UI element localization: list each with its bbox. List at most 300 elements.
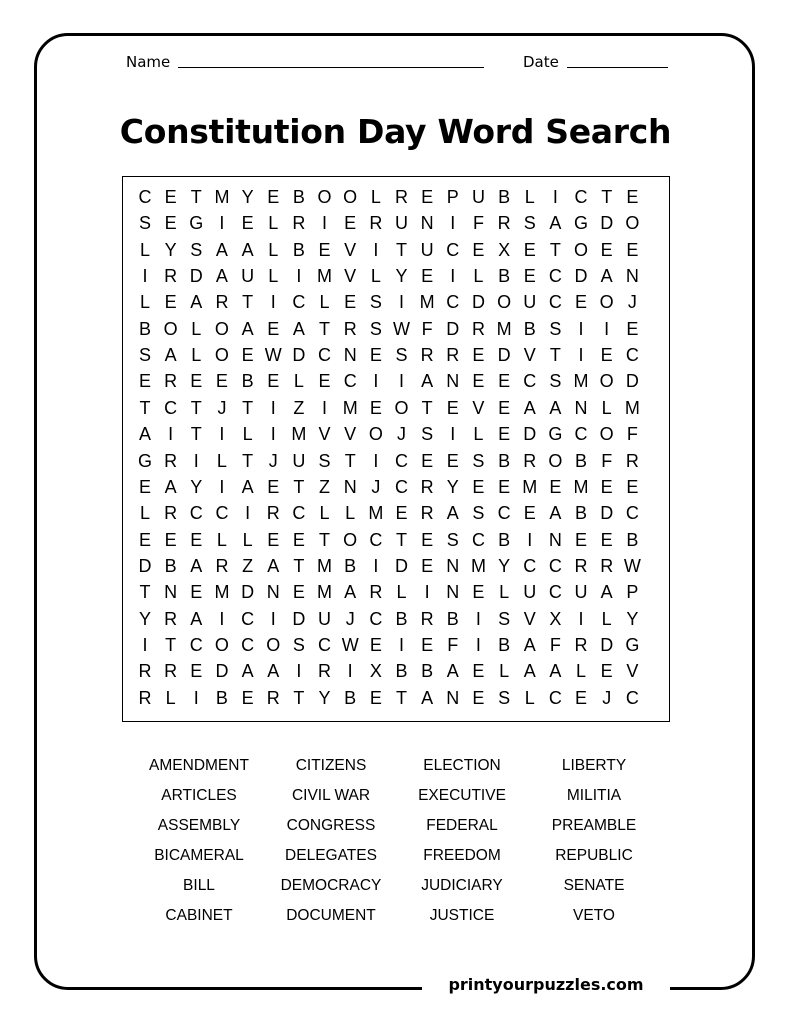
grid-letter: B bbox=[421, 661, 434, 682]
word-list-item: ARTICLES bbox=[161, 786, 237, 804]
grid-letter: R bbox=[574, 634, 588, 655]
grid-letter: I bbox=[398, 634, 404, 655]
grid-letter: I bbox=[219, 608, 225, 629]
grid-letter: L bbox=[191, 345, 202, 366]
grid-letter: O bbox=[394, 397, 409, 418]
grid-letter: V bbox=[523, 345, 536, 366]
grid-letter: N bbox=[266, 582, 280, 603]
grid-letter: O bbox=[599, 292, 614, 313]
grid-letter: B bbox=[164, 555, 177, 576]
grid-letter: M bbox=[342, 397, 358, 418]
grid-letter: E bbox=[138, 476, 151, 497]
name-line bbox=[178, 67, 484, 68]
grid-letter: O bbox=[599, 371, 614, 392]
grid-letter: E bbox=[600, 345, 613, 366]
date-line bbox=[567, 67, 668, 68]
grid-letter: T bbox=[421, 397, 433, 418]
grid-letter: T bbox=[139, 582, 151, 603]
grid-letter: B bbox=[498, 529, 511, 550]
grid-letter: E bbox=[292, 582, 305, 603]
grid-letter: N bbox=[446, 555, 460, 576]
grid-letter: L bbox=[396, 582, 407, 603]
grid-letter: E bbox=[498, 476, 511, 497]
grid-letter: G bbox=[189, 213, 204, 234]
grid-letter: E bbox=[626, 187, 639, 207]
grid-letter: A bbox=[446, 661, 459, 682]
grid-letter: E bbox=[421, 634, 434, 655]
grid-letter: C bbox=[625, 345, 639, 366]
grid-letter: D bbox=[497, 345, 511, 366]
word-list-item: MILITIA bbox=[566, 786, 622, 804]
footer-site: printyourpuzzles.com bbox=[422, 975, 670, 994]
grid-letter: F bbox=[549, 634, 561, 655]
grid-letter: S bbox=[318, 450, 331, 471]
grid-letter: D bbox=[241, 582, 255, 603]
grid-letter: E bbox=[215, 371, 228, 392]
grid-letter: Z bbox=[293, 397, 305, 418]
grid-letter: W bbox=[264, 345, 282, 366]
grid-letter: C bbox=[395, 476, 408, 497]
grid-letter: M bbox=[419, 292, 435, 313]
grid-letter: R bbox=[164, 503, 178, 524]
grid-letter: V bbox=[523, 608, 536, 629]
grid-letter: W bbox=[341, 634, 359, 655]
grid-letter: C bbox=[395, 450, 408, 471]
grid-letter: P bbox=[446, 187, 459, 207]
grid-letter: R bbox=[138, 687, 152, 708]
grid-letter: N bbox=[164, 582, 178, 603]
grid-letter: I bbox=[347, 661, 353, 682]
grid-letter: J bbox=[627, 292, 637, 313]
grid-letter: O bbox=[163, 318, 178, 339]
grid-letter: L bbox=[242, 529, 253, 550]
grid-letter: R bbox=[215, 292, 229, 313]
grid-letter: E bbox=[369, 345, 382, 366]
grid-letter: A bbox=[549, 397, 562, 418]
grid-letter: E bbox=[600, 529, 613, 550]
grid-letter: I bbox=[270, 397, 276, 418]
grid-letter: R bbox=[420, 345, 434, 366]
grid-letter: I bbox=[296, 661, 302, 682]
grid-letter: I bbox=[270, 608, 276, 629]
grid-letter: L bbox=[473, 266, 484, 287]
grid-letter: C bbox=[523, 371, 537, 392]
grid-letter: T bbox=[242, 292, 254, 313]
grid-letter: M bbox=[522, 476, 538, 497]
grid-letter: L bbox=[139, 292, 150, 313]
word-list-item: DELEGATES bbox=[285, 846, 377, 864]
grid-letter: E bbox=[446, 450, 459, 471]
grid-letter: E bbox=[498, 371, 511, 392]
grid-letter: B bbox=[395, 661, 408, 682]
grid-letter: J bbox=[371, 476, 381, 497]
grid-letter: O bbox=[625, 213, 640, 234]
grid-letter: F bbox=[472, 213, 484, 234]
grid-letter: C bbox=[215, 503, 229, 524]
grid-letter: I bbox=[450, 266, 456, 287]
grid-letter: E bbox=[472, 345, 485, 366]
grid-letter: E bbox=[472, 687, 485, 708]
grid-letter: M bbox=[317, 555, 333, 576]
grid-letter: Y bbox=[395, 266, 408, 287]
grid-letter: B bbox=[344, 687, 357, 708]
grid-letter: A bbox=[523, 397, 536, 418]
grid-letter: E bbox=[549, 476, 562, 497]
grid-letter: E bbox=[421, 529, 434, 550]
grid-letter: A bbox=[164, 476, 177, 497]
grid-letter: E bbox=[523, 503, 536, 524]
grid-letter: T bbox=[242, 397, 254, 418]
grid-letter: U bbox=[241, 266, 255, 287]
grid-letter: N bbox=[446, 687, 460, 708]
grid-letter: O bbox=[599, 424, 614, 445]
grid-letter: I bbox=[450, 213, 456, 234]
grid-letter: M bbox=[470, 555, 486, 576]
grid-letter: X bbox=[369, 661, 382, 682]
grid-letter: Y bbox=[626, 608, 639, 629]
grid-letter: I bbox=[373, 239, 379, 260]
grid-letter: U bbox=[292, 450, 306, 471]
grid-letter: C bbox=[138, 187, 152, 207]
grid-letter: A bbox=[138, 424, 151, 445]
page-title: Constitution Day Word Search bbox=[119, 112, 672, 151]
grid-letter: E bbox=[575, 687, 588, 708]
grid-letter: E bbox=[421, 555, 434, 576]
grid-letter: M bbox=[368, 503, 384, 524]
grid-letter: A bbox=[344, 582, 357, 603]
grid-letter: C bbox=[189, 634, 203, 655]
grid-letter: C bbox=[446, 292, 460, 313]
grid-letter: G bbox=[137, 450, 152, 471]
grid-letter: C bbox=[548, 582, 562, 603]
grid-letter: L bbox=[524, 187, 535, 207]
grid-letter: S bbox=[446, 529, 459, 550]
word-list-item: VETO bbox=[573, 906, 615, 924]
grid-letter: R bbox=[395, 187, 408, 207]
grid-letter: E bbox=[523, 239, 536, 260]
grid-letter: B bbox=[498, 450, 511, 471]
grid-letter: C bbox=[241, 634, 255, 655]
grid-letter: C bbox=[292, 503, 306, 524]
grid-letter: D bbox=[215, 661, 229, 682]
grid-letter: I bbox=[142, 634, 148, 655]
grid-letter: F bbox=[601, 450, 613, 471]
grid-letter: C bbox=[164, 397, 178, 418]
grid-letter: E bbox=[190, 582, 203, 603]
grid-letter: E bbox=[267, 371, 280, 392]
grid-letter: C bbox=[318, 345, 332, 366]
grid-letter: I bbox=[245, 503, 251, 524]
word-list-item: SENATE bbox=[563, 876, 625, 894]
grid-letter: S bbox=[138, 213, 151, 234]
grid-letter: X bbox=[549, 608, 562, 629]
grid-letter: S bbox=[523, 213, 536, 234]
grid-letter: C bbox=[292, 292, 306, 313]
grid-letter: T bbox=[293, 687, 305, 708]
grid-letter: G bbox=[625, 634, 640, 655]
grid-letter: A bbox=[292, 318, 305, 339]
grid-letter: E bbox=[190, 661, 203, 682]
word-list-item: CONGRESS bbox=[286, 816, 376, 834]
grid-letter: C bbox=[241, 608, 255, 629]
grid-letter: W bbox=[393, 318, 410, 339]
grid-letter: E bbox=[369, 397, 382, 418]
grid-letter: C bbox=[574, 187, 588, 207]
grid-letter: B bbox=[344, 555, 357, 576]
grid-letter: E bbox=[241, 213, 254, 234]
grid-letter: V bbox=[318, 424, 331, 445]
word-list-item: AMENDMENT bbox=[149, 757, 249, 774]
grid-letter: B bbox=[498, 266, 511, 287]
grid-letter: A bbox=[549, 503, 562, 524]
grid-letter: A bbox=[241, 318, 254, 339]
grid-letter: M bbox=[214, 187, 230, 207]
grid-letter: E bbox=[472, 239, 485, 260]
grid-letter: L bbox=[601, 608, 612, 629]
grid-letter: A bbox=[215, 266, 228, 287]
grid-letter: E bbox=[626, 239, 639, 260]
grid-letter: E bbox=[292, 529, 305, 550]
grid-letter: O bbox=[317, 187, 332, 207]
grid-letter: E bbox=[267, 187, 280, 207]
grid-letter: O bbox=[574, 239, 589, 260]
grid-letter: R bbox=[164, 266, 178, 287]
grid-letter: S bbox=[498, 687, 511, 708]
grid-letter: N bbox=[420, 213, 434, 234]
grid-letter: B bbox=[395, 608, 408, 629]
grid-letter: I bbox=[450, 424, 456, 445]
grid-letter: T bbox=[190, 187, 202, 207]
word-list-item: LIBERTY bbox=[561, 757, 627, 774]
grid-letter: T bbox=[139, 397, 151, 418]
grid-letter: N bbox=[574, 397, 588, 418]
grid-letter: T bbox=[319, 529, 331, 550]
grid-letter: U bbox=[420, 239, 434, 260]
grid-letter: L bbox=[370, 187, 381, 207]
grid-letter: S bbox=[190, 239, 203, 260]
grid-letter: L bbox=[165, 687, 176, 708]
grid-letter: I bbox=[527, 529, 533, 550]
grid-letter: F bbox=[447, 634, 459, 655]
grid-letter: T bbox=[396, 687, 407, 708]
grid-letter: R bbox=[164, 450, 178, 471]
grid-letter: U bbox=[523, 292, 537, 313]
grid-letter: M bbox=[496, 318, 512, 339]
grid-letter: A bbox=[549, 661, 562, 682]
grid-letter: S bbox=[395, 345, 408, 366]
grid-letter: X bbox=[498, 239, 511, 260]
grid-letter: E bbox=[318, 239, 331, 260]
grid-letter: C bbox=[318, 634, 332, 655]
grid-letter: L bbox=[499, 661, 510, 682]
grid-letter: V bbox=[626, 661, 639, 682]
grid-letter: R bbox=[446, 345, 460, 366]
grid-letter: J bbox=[397, 424, 406, 445]
grid-letter: V bbox=[344, 424, 357, 445]
word-list-item: CIVIL WAR bbox=[291, 786, 371, 804]
grid-letter: I bbox=[552, 187, 558, 207]
grid-letter: L bbox=[268, 266, 279, 287]
grid-letter: A bbox=[190, 555, 203, 576]
grid-letter: U bbox=[318, 608, 332, 629]
grid-letter: Y bbox=[446, 476, 459, 497]
grid-letter: M bbox=[291, 424, 307, 445]
grid-letter: O bbox=[497, 292, 512, 313]
grid-letter: L bbox=[370, 266, 381, 287]
grid-letter: B bbox=[292, 239, 305, 260]
grid-letter: B bbox=[138, 318, 151, 339]
grid-letter: M bbox=[214, 582, 230, 603]
grid-letter: C bbox=[548, 687, 562, 708]
grid-letter: F bbox=[421, 318, 433, 339]
grid-letter: D bbox=[446, 318, 460, 339]
grid-letter: E bbox=[472, 371, 485, 392]
grid-letter: O bbox=[548, 450, 563, 471]
grid-letter: R bbox=[318, 661, 332, 682]
grid-letter: R bbox=[138, 661, 152, 682]
grid-letter: E bbox=[498, 397, 511, 418]
grid-letter: C bbox=[523, 555, 537, 576]
grid-letter: L bbox=[268, 213, 279, 234]
grid-letter: I bbox=[193, 687, 199, 708]
word-list-item: JUDICIARY bbox=[421, 876, 503, 894]
grid-letter: C bbox=[625, 687, 639, 708]
grid-letter: B bbox=[498, 187, 511, 207]
grid-letter: E bbox=[600, 476, 613, 497]
grid-letter: E bbox=[472, 582, 485, 603]
grid-letter: L bbox=[293, 371, 304, 392]
grid-letter: S bbox=[138, 345, 151, 366]
grid-letter: C bbox=[625, 503, 639, 524]
grid-letter: Y bbox=[138, 608, 151, 629]
grid-letter: I bbox=[398, 292, 404, 313]
grid-letter: E bbox=[575, 292, 588, 313]
grid-letter: E bbox=[626, 318, 639, 339]
grid-letter: I bbox=[193, 450, 199, 471]
grid-letter: E bbox=[241, 345, 254, 366]
grid-letter: C bbox=[497, 503, 511, 524]
grid-letter: B bbox=[292, 187, 305, 207]
grid-letter: L bbox=[499, 582, 510, 603]
grid-letter: E bbox=[267, 476, 280, 497]
grid-letter: I bbox=[373, 371, 379, 392]
grid-letter: T bbox=[396, 529, 407, 550]
grid-letter: T bbox=[396, 239, 407, 260]
grid-letter: C bbox=[471, 529, 485, 550]
grid-letter: E bbox=[344, 213, 357, 234]
grid-letter: E bbox=[523, 266, 536, 287]
grid-letter: L bbox=[268, 239, 279, 260]
grid-letter: Y bbox=[190, 476, 203, 497]
grid-letter: T bbox=[344, 450, 356, 471]
grid-letter: L bbox=[216, 450, 227, 471]
grid-letter: A bbox=[549, 213, 562, 234]
word-list-item: FREEDOM bbox=[423, 846, 501, 864]
grid-letter: C bbox=[548, 266, 562, 287]
grid-letter: Y bbox=[164, 239, 177, 260]
grid-letter: B bbox=[575, 450, 588, 471]
grid-letter: E bbox=[472, 476, 485, 497]
grid-letter: S bbox=[421, 424, 434, 445]
grid-letter: R bbox=[574, 555, 588, 576]
grid-letter: C bbox=[446, 239, 460, 260]
grid-letter: L bbox=[139, 239, 150, 260]
word-list-item: EXECUTIVE bbox=[418, 786, 506, 804]
grid-letter: I bbox=[168, 424, 174, 445]
grid-letter: A bbox=[241, 239, 254, 260]
grid-letter: E bbox=[446, 397, 459, 418]
grid-letter: L bbox=[191, 318, 202, 339]
grid-letter: A bbox=[267, 555, 280, 576]
grid-letter: L bbox=[473, 424, 484, 445]
grid-letter: S bbox=[292, 634, 305, 655]
grid-letter: T bbox=[190, 397, 202, 418]
grid-letter: E bbox=[267, 318, 280, 339]
grid-letter: Y bbox=[318, 687, 331, 708]
grid-letter: O bbox=[214, 345, 229, 366]
grid-letter: F bbox=[626, 424, 638, 445]
grid-letter: T bbox=[293, 476, 305, 497]
grid-letter: J bbox=[345, 608, 355, 629]
grid-letter: E bbox=[241, 687, 254, 708]
grid-letter: N bbox=[548, 529, 562, 550]
word-list-item: REPUBLIC bbox=[555, 846, 633, 864]
grid-letter: A bbox=[190, 292, 203, 313]
word-list-item: ELECTION bbox=[423, 757, 501, 774]
grid-letter: B bbox=[241, 371, 254, 392]
grid-letter: C bbox=[574, 424, 588, 445]
grid-letter: T bbox=[165, 634, 177, 655]
grid-letter: R bbox=[420, 503, 434, 524]
word-list-item: JUSTICE bbox=[429, 906, 495, 924]
grid-letter: R bbox=[164, 608, 178, 629]
grid-letter: U bbox=[574, 582, 588, 603]
grid-letter: J bbox=[217, 397, 227, 418]
grid-letter: M bbox=[317, 582, 333, 603]
grid-letter: R bbox=[215, 555, 229, 576]
grid-letter: A bbox=[421, 371, 434, 392]
grid-letter: B bbox=[523, 318, 536, 339]
grid-letter: I bbox=[398, 371, 404, 392]
grid-letter: L bbox=[601, 397, 612, 418]
grid-letter: E bbox=[344, 292, 357, 313]
grid-letter: Z bbox=[242, 555, 254, 576]
grid-letter: V bbox=[344, 239, 357, 260]
grid-letter: B bbox=[498, 634, 511, 655]
grid-letter: R bbox=[369, 582, 383, 603]
grid-letter: D bbox=[600, 213, 614, 234]
date-label: Date bbox=[523, 53, 559, 71]
grid-letter: N bbox=[343, 345, 357, 366]
grid-letter: S bbox=[472, 503, 485, 524]
grid-letter: E bbox=[138, 371, 151, 392]
grid-letter: D bbox=[574, 266, 588, 287]
grid-letter: E bbox=[600, 661, 613, 682]
grid-letter: C bbox=[548, 555, 562, 576]
grid-letter: I bbox=[219, 476, 225, 497]
grid-letter: D bbox=[189, 266, 203, 287]
grid-letter: A bbox=[241, 661, 254, 682]
grid-letter: I bbox=[475, 634, 481, 655]
grid-letter: I bbox=[604, 318, 610, 339]
grid-letter: L bbox=[319, 292, 330, 313]
grid-letter: I bbox=[219, 424, 225, 445]
grid-letter: V bbox=[472, 397, 485, 418]
grid-letter: O bbox=[343, 187, 358, 207]
grid-letter: R bbox=[600, 555, 614, 576]
grid-letter: G bbox=[574, 213, 589, 234]
word-list-item: DEMOCRACY bbox=[280, 876, 382, 894]
